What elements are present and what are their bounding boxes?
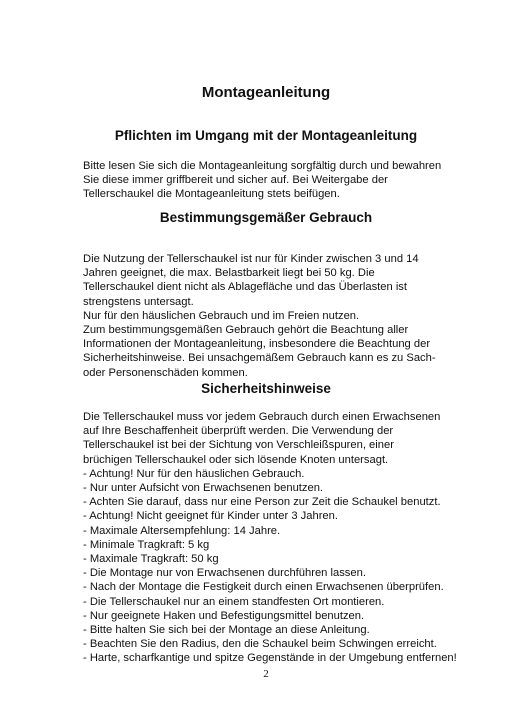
text-line: Tellerschaukel dient nicht als Ablagefläche und das Überlasten ist (83, 281, 408, 294)
text-line: Tellerschaukel ist bei der Sichtung von Verschleißspuren, einer (83, 439, 394, 452)
text-line: Sicherheitshinweise. Bei unsachgemäßem Gebrauch kann es zu Sach- (83, 352, 436, 365)
section-body-pflichten (83, 159, 483, 202)
bullet-item: - Maximale Tragkraft: 50 kg (83, 553, 219, 566)
bullet-item: - Achtung! Nicht geeignet für Kinder unter 3 Jahren. (83, 510, 338, 523)
bullet-item: - Minimale Tragkraft: 5 kg (83, 538, 210, 551)
bullet-item: - Die Tellerschaukel nur an einem standfesten Ort montieren. (83, 595, 385, 608)
text-line: Sie diese immer griffbereit und sicher auf. Bei Weitergabe der (83, 174, 388, 187)
text-line: Nur für den häuslichen Gebrauch und im Freien nutzen. (83, 309, 360, 322)
bullet-item: - Beachten Sie den Radius, den die Schaukel beim Schwingen erreicht. (83, 638, 437, 651)
bullet-item: - Nur unter Aufsicht von Erwachsenen benutzen. (83, 482, 324, 495)
bullet-item: - Harte, scharfkantige und spitze Gegenstände in der Umgebung entfernen! (83, 652, 457, 665)
text-line: oder Personenschäden kommen. (83, 366, 248, 379)
text-line: brüchigen Tellerschaukel oder sich lösende Knoten untersagt. (83, 453, 389, 466)
bullet-item: - Maximale Altersempfehlung: 14 Jahre. (83, 524, 281, 537)
text-line: auf Ihre Beschaffenheit überprüft werden. Die Verwendung der (83, 425, 394, 438)
section-body-bestimmung (83, 252, 483, 380)
text-line: Jahren geeignet, die max. Belastbarkeit liegt bei 50 kg. Die (83, 267, 375, 280)
section-heading-pflichten: Pflichten im Umgang mit der Montageanleitung (114, 128, 418, 143)
text-line: Informationen der Montageanleitung, insbesondere die Beachtung der (83, 338, 431, 351)
page-number: 2 (263, 668, 269, 680)
section-body-sicherheit (83, 410, 483, 666)
page-title: Montageanleitung (201, 84, 331, 101)
bullet-item: - Bitte halten Sie sich bei der Montage an diese Anleitung. (83, 624, 370, 637)
section-heading-bestimmung: Bestimmungsgemäßer Gebrauch (159, 210, 373, 225)
text-line: Zum bestimmungsgemäßen Gebrauch gehört die Beachtung aller (83, 324, 409, 337)
bullet-item: - Achtung! Nur für den häuslichen Gebrauch. (83, 467, 305, 480)
text-line: Bitte lesen Sie sich die Montageanleitung sorgfältig durch und bewahren (83, 160, 442, 172)
text-line: strengstens untersagt. (83, 295, 194, 308)
section-heading-sicherheit: Sicherheitshinweise (201, 381, 331, 396)
bullet-item: - Nach der Montage die Festigkeit durch einen Erwachsenen überprüfen. (83, 581, 444, 594)
text-line: Tellerschaukel die Montageanleitung stets beifügen. (83, 188, 340, 201)
bullet-item: - Die Montage nur von Erwachsenen durchführen lassen. (83, 567, 366, 580)
bullet-item: - Achten Sie darauf, dass nur eine Person zur Zeit die Schaukel benutzt. (83, 496, 441, 509)
text-line: Die Nutzung der Tellerschaukel ist nur für Kinder zwischen 3 und 14 (83, 253, 419, 265)
bullet-item: - Nur geeignete Haken und Befestigungsmittel benutzen. (83, 609, 365, 622)
text-line: Die Tellerschaukel muss vor jedem Gebrauch durch einen Erwachsenen (83, 411, 441, 423)
